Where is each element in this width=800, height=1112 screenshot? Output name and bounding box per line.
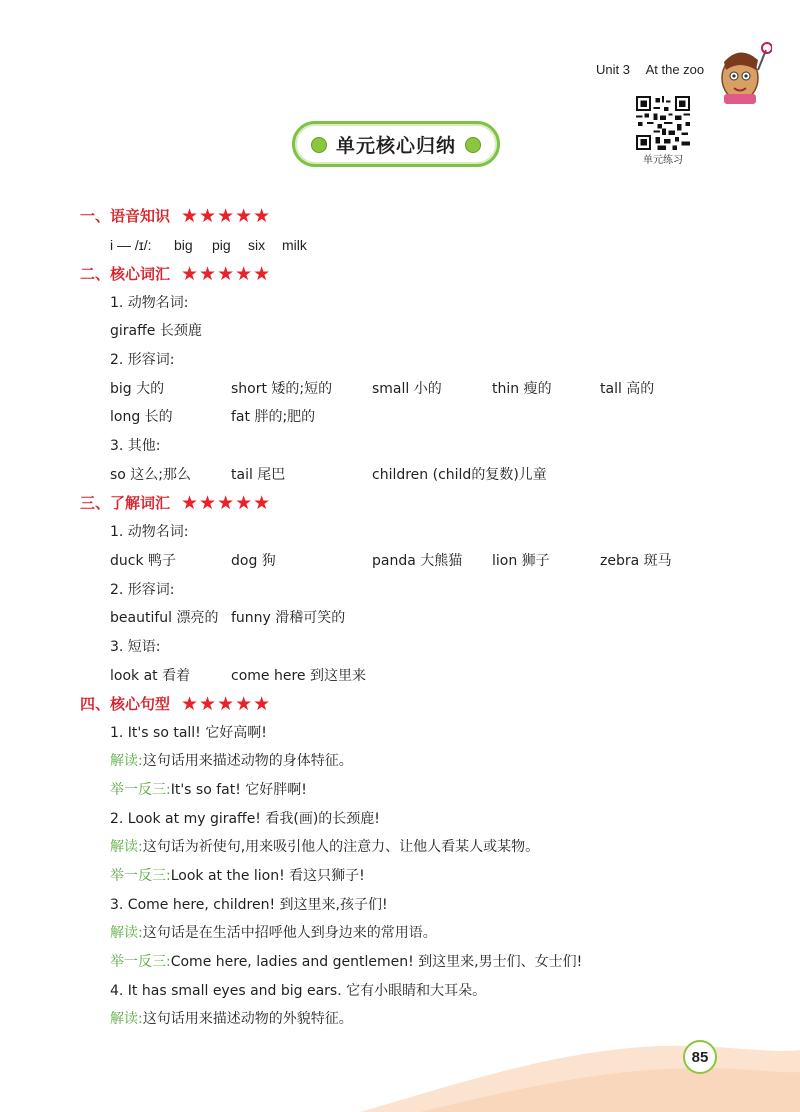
vocab-item: big 大的 bbox=[110, 381, 165, 397]
phonics-rule: i — /ɪ/: bbox=[110, 237, 152, 253]
example-text: Look at the lion! 看这只狮子! bbox=[170, 868, 365, 884]
sentence: 3. Come here, children! 到这里来,孩子们! bbox=[110, 897, 388, 913]
mascot-icon bbox=[712, 40, 772, 106]
example-label: 举一反三: bbox=[110, 954, 171, 970]
example-line bbox=[110, 779, 307, 801]
vocab-item: so 这么;那么 bbox=[110, 467, 192, 483]
example-label: 举一反三: bbox=[110, 782, 171, 798]
section-title-extra-vocab: 三、了解词汇 bbox=[80, 494, 171, 512]
explain-text: 这句话是在生活中招呼他人到身边来的常用语。 bbox=[142, 925, 437, 941]
explain-line bbox=[110, 836, 539, 858]
subheading: 3. 短语: bbox=[110, 639, 161, 655]
vocab-item: giraffe 长颈鹿 bbox=[110, 323, 202, 339]
vocab-item: tail 尾巴 bbox=[231, 467, 286, 483]
star-rating: ★★★★★ bbox=[181, 263, 272, 285]
vocab-item: short 矮的;短的 bbox=[231, 381, 333, 397]
sentence: 1. It's so tall! 它好高啊! bbox=[110, 725, 267, 741]
phonics-word: milk bbox=[282, 237, 307, 253]
subheading: 2. 形容词: bbox=[110, 582, 175, 598]
green-dot-icon bbox=[311, 137, 327, 153]
explain-line bbox=[110, 922, 437, 944]
vocab-item: zebra 斑马 bbox=[600, 553, 672, 569]
star-rating: ★★★★★ bbox=[181, 693, 272, 715]
example-label: 举一反三: bbox=[110, 868, 171, 884]
vocab-item: beautiful 漂亮的 bbox=[110, 610, 219, 626]
phonics-word: pig bbox=[212, 237, 231, 253]
vocab-item: look at 看着 bbox=[110, 668, 191, 684]
phonics-word: big bbox=[174, 237, 193, 253]
subheading: 1. 动物名词: bbox=[110, 524, 189, 540]
vocab-item: long 长的 bbox=[110, 409, 173, 425]
subheading: 1. 动物名词: bbox=[110, 295, 189, 311]
sentence: 2. Look at my giraffe! 看我(画)的长颈鹿! bbox=[110, 811, 380, 827]
explain-text: 这句话用来描述动物的身体特征。 bbox=[142, 753, 353, 769]
subheading: 3. 其他: bbox=[110, 438, 161, 454]
example-line bbox=[110, 865, 365, 887]
vocab-item: children (child的复数)儿童 bbox=[372, 467, 547, 483]
page-number: 85 bbox=[683, 1040, 717, 1074]
explain-label: 解读: bbox=[110, 753, 143, 769]
qr-code-icon[interactable] bbox=[636, 96, 690, 150]
phonics-word: six bbox=[248, 237, 266, 253]
unit-header bbox=[596, 62, 704, 77]
example-line bbox=[110, 951, 582, 973]
vocab-item: dog 狗 bbox=[231, 553, 276, 569]
vocab-item: tall 高的 bbox=[600, 381, 655, 397]
page-title: 单元核心归纳 bbox=[335, 134, 456, 157]
explain-text: 这句话用来描述动物的外貌特征。 bbox=[142, 1011, 353, 1027]
section-title-phonics: 一、语音知识 bbox=[80, 207, 171, 225]
qr-caption: 单元练习 bbox=[643, 155, 683, 166]
star-rating: ★★★★★ bbox=[181, 492, 272, 514]
explain-label: 解读: bbox=[110, 925, 143, 941]
vocab-item: panda 大熊猫 bbox=[372, 553, 463, 569]
section-title-core-vocab: 二、核心词汇 bbox=[80, 265, 171, 283]
example-text: Come here, ladies and gentlemen! 到这里来,男士们、女士们! bbox=[170, 954, 583, 970]
vocab-item: funny 滑稽可笑的 bbox=[231, 610, 346, 626]
vocab-item: come here 到这里来 bbox=[231, 668, 366, 684]
vocab-item: duck 鸭子 bbox=[110, 553, 177, 569]
subheading: 2. 形容词: bbox=[110, 352, 175, 368]
footer-wave-decoration bbox=[0, 1010, 800, 1112]
explain-line bbox=[110, 750, 353, 772]
sentence: 4. It has small eyes and big ears. 它有小眼睛和大耳朵。 bbox=[110, 983, 487, 999]
explain-label: 解读: bbox=[110, 839, 143, 855]
star-rating: ★★★★★ bbox=[181, 205, 272, 227]
section-title-sentences: 四、核心句型 bbox=[80, 695, 171, 713]
vocab-item: small 小的 bbox=[372, 381, 442, 397]
example-text: It's so fat! 它好胖啊! bbox=[170, 782, 307, 798]
green-dot-icon bbox=[465, 137, 481, 153]
unit-topic: At the zoo bbox=[645, 62, 705, 77]
vocab-item: fat 胖的;肥的 bbox=[231, 409, 316, 425]
page-title-badge bbox=[292, 121, 500, 167]
vocab-item: lion 狮子 bbox=[492, 553, 550, 569]
vocab-item: thin 瘦的 bbox=[492, 381, 552, 397]
explain-text: 这句话为祈使句,用来吸引他人的注意力、让他人看某人或某物。 bbox=[142, 839, 540, 855]
unit-number: Unit 3 bbox=[596, 62, 630, 77]
explain-label: 解读: bbox=[110, 1011, 143, 1027]
